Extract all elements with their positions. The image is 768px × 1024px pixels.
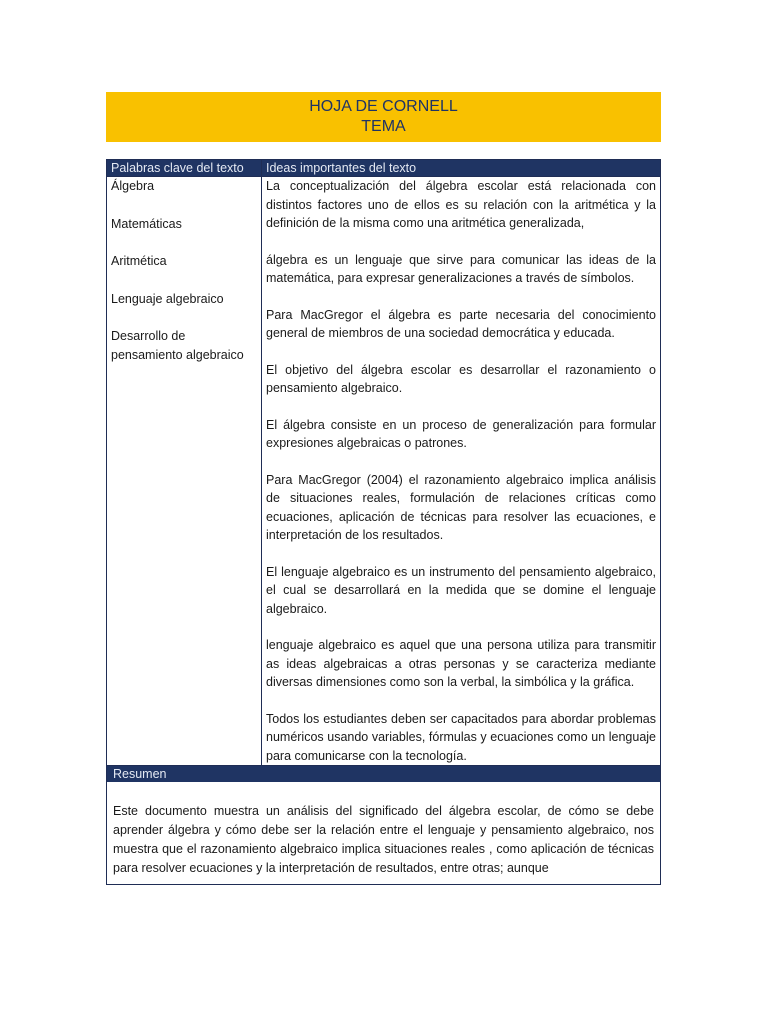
idea-paragraph: El objetivo del álgebra escolar es desarrollar el razonamiento o pensamiento algebraico. [266, 362, 656, 395]
keyword-item: Matemáticas [111, 216, 182, 231]
ideas-cell [262, 177, 661, 766]
idea-paragraph: El álgebra consiste en un proceso de generalización para formular expresiones algebraicas o patrones. [266, 417, 656, 450]
keyword-item: Desarrollo de pensamiento algebraico [111, 329, 244, 362]
idea-paragraph: Todos los estudiantes deben ser capacitados para abordar problemas numéricos usando variables, fórmulas y ecuaciones como un lenguaje para comunicarse con la tecnología. [266, 711, 656, 763]
cornell-header [106, 92, 661, 142]
idea-paragraph: El lenguaje algebraico es un instrumento del pensamiento algebraico, el cual se desarrollará en la medida que se domine el lenguaje algebraico. [266, 564, 656, 616]
cornell-table [106, 159, 661, 885]
page-title: HOJA DE CORNELL [309, 98, 458, 115]
idea-paragraph: Para MacGregor el álgebra es parte necesaria del conocimiento general de miembros de una sociedad democrática y educada. [266, 307, 656, 340]
topic-label: TEMA [361, 118, 406, 135]
keyword-item: Aritmética [111, 254, 167, 268]
summary-section [107, 766, 661, 885]
summary-header: Resumen [107, 766, 660, 782]
summary-text: Este documento muestra un análisis del significado del álgebra escolar, de cómo se debe aprender álgebra y cómo debe ser la relación entre el lenguaje y pensamiento algebraico, nos muestra que el razonamiento algebraico implica situaciones reales , como aplicación de técnicas para resolver ecuaciones y la interpretación de resultados, entre otras; aunque [113, 804, 654, 875]
keyword-item: Lenguaje algebraico [111, 291, 224, 306]
keywords-cell [107, 177, 262, 766]
idea-paragraph: Para MacGregor (2004) el razonamiento algebraico implica análisis de situaciones reales, formulación de relaciones críticas como ecuaciones, aplicación de técnicas para resolver las ecuaciones, e interpretación de los resultados. [266, 472, 656, 542]
idea-paragraph: La conceptualización del álgebra escolar está relacionada con distintos factores uno de ellos es su relación con la aritmética y la definición de la misma como una aritmética generalizada, [266, 179, 656, 230]
idea-paragraph: lenguaje algebraico es aquel que una persona utiliza para transmitir as ideas algebraicas a otras personas y se caracteriza mediante diversas dimensiones como son la verbal, la simbólica y la gráfica. [266, 638, 656, 689]
keywords-column-header: Palabras clave del texto [107, 160, 262, 177]
idea-paragraph: álgebra es un lenguaje que sirve para comunicar las ideas de la matemática, para expresar generalizaciones a través de símbolos. [266, 252, 656, 285]
keyword-item: Álgebra [111, 179, 155, 193]
ideas-column-header: Ideas importantes del texto [262, 160, 661, 177]
